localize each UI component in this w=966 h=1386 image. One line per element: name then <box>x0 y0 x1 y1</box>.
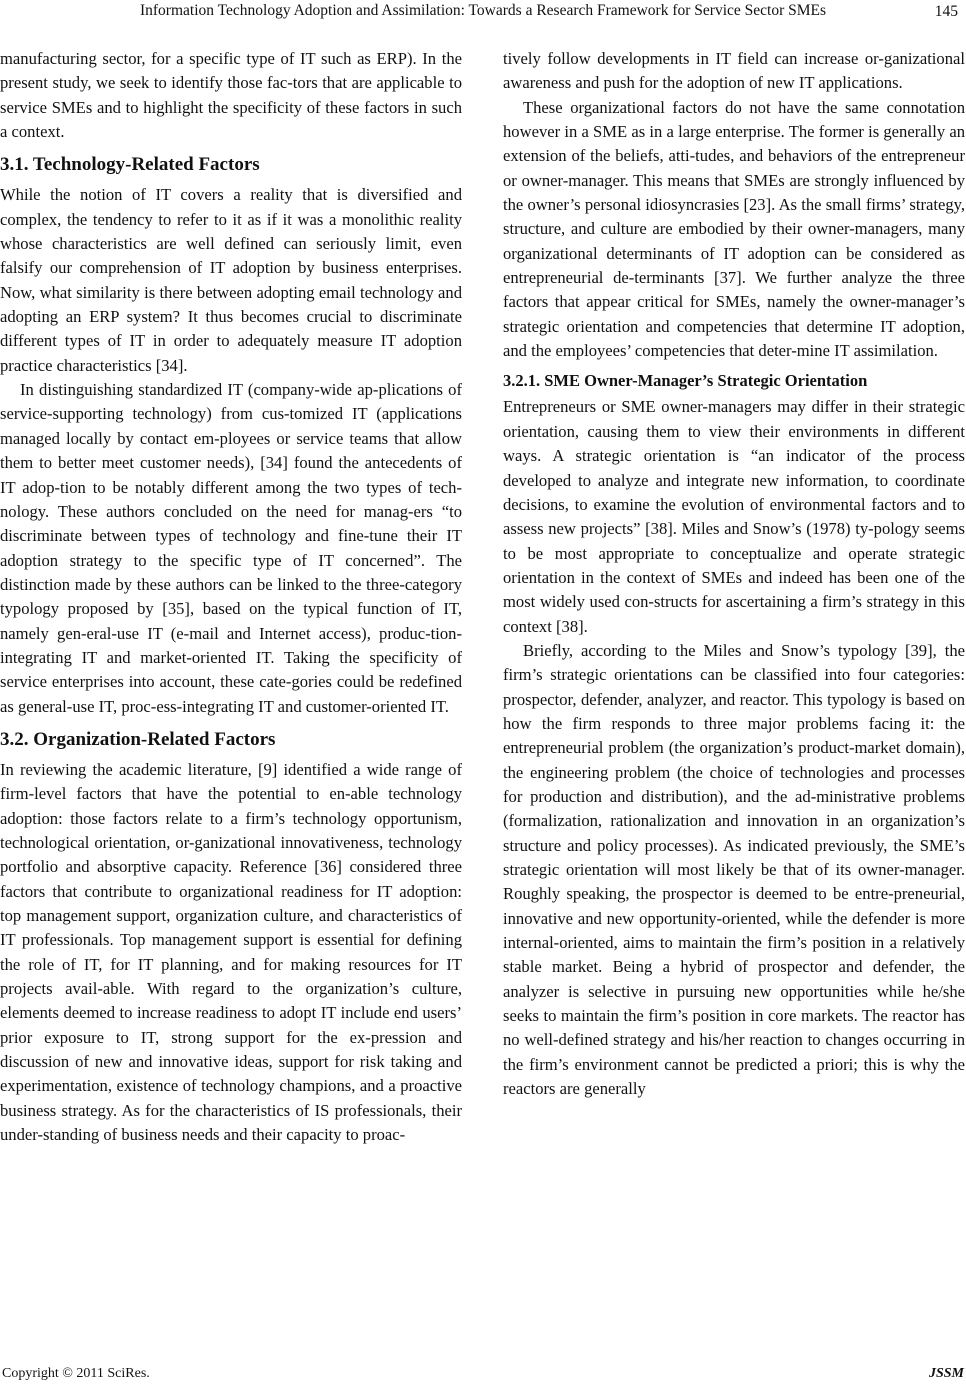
paragraph: manufacturing sector, for a specific type of IT such as ERP). In the present study, we seek to identify those fac-tors that are applicable to service SMEs and to highlight the specificity of these factors in such a context. <box>0 49 462 142</box>
page-number: 145 <box>934 3 958 20</box>
section-heading-3-2: 3.2. Organization-Related Factors <box>0 728 276 750</box>
section-heading-3-1: 3.1. Technology-Related Factors <box>0 154 260 176</box>
copyright-notice: Copyright © 2011 SciRes. <box>2 1366 150 1381</box>
subsection-heading-3-2-1: 3.2.1. SME Owner-Manager’s Strategic Orientation <box>503 371 868 391</box>
page-header <box>0 0 966 30</box>
paragraph: tively follow developments in IT field can increase or-ganizational awareness and push for the adoption of new IT applications. <box>503 49 965 93</box>
right-column <box>503 47 965 1101</box>
paragraph: In distinguishing standardized IT (company-wide ap-plications of service-supporting technology) from cus-tomized IT (applications managed locally by contact em-ployees or service teams that allow them to better meet customer needs), [34] found the antecedents of IT adop-tion to be notably different among the two types of tech-nology. These authors concluded on the need for manag-ers “to discriminate between types of technology and fine-tune their IT adoption strategy to the specific type of IT concerned”. The distinction made by these authors can be linked to the three-category typology proposed by [35], based on the typical function of IT, namely gen-eral-use IT (e-mail and Internet access), produc-tion-integrating IT and market-oriented IT. Taking the specificity of service enterprises into account, these cate-gories could be redefined as general-use IT, proc-ess-integrating IT and customer-oriented IT. <box>0 380 462 716</box>
running-title: Information Technology Adoption and Assimilation: Towards a Research Framework for Service Sector SMEs <box>139 2 827 19</box>
paragraph: These organizational factors do not have the same connotation however in a SME as in a large enterprise. The former is generally an extension of the beliefs, atti-tudes, and behaviors of the entrepreneur or owner-manager. This means that SMEs are strongly influenced by the owner’s personal idiosyncrasies [23]. As the small firms’ strategy, structure, and culture are embodied by their owner-managers, many organizational determinants of IT adoption can be considered as entrepreneurial de-terminants [37]. We further analyze the three factors that appear critical for SMEs, namely the owner-manager’s strategic orientation and competencies that determine IT adoption, and the employees’ competencies that deter-mine IT assimilation. <box>503 97 965 361</box>
paragraph: While the notion of IT covers a reality that is diversified and complex, the tendency to refer to it as if it was a monolithic reality whose characteristics are well defined can seriously limit, even falsify our comprehension of IT adoption by business enterprises. Now, what similarity is there between adopting email technology and adopting an ERP system? It thus becomes crucial to discriminate different types of IT in order to adequately measure IT adoption practice characteristics [34]. <box>0 185 462 375</box>
paragraph: In reviewing the academic literature, [9] identified a wide range of firm-level factors that have the potential to en-able technology adoption: those factors relate to a firm’s technology opportunism, technological orientation, or-ganizational innovativeness, technology portfolio and absorptive capacity. Reference [36] considered three factors that contribute to organizational readiness for IT adoption: top management support, organization culture, and characteristics of IT professionals. Top management support is essential for defining the role of IT, for IT planning, and for making resources for IT projects avail-able. With regard to the organization’s culture, elements deemed to increase readiness to adopt IT include end users’ prior exposure to IT, strong support for the ex-pression and discussion of new and innovative ideas, support for risk taking and experimentation, existence of technology champions, and a proactive business strategy. As for the characteristics of IS professionals, their under-standing of business needs and their capacity to proac- <box>0 759 462 1145</box>
paragraph: Briefly, according to the Miles and Snow’s typology [39], the firm’s strategic orientations can be classified into four categories: prospector, defender, analyzer, and reactor. This typology is based on how the firm responds to three major problems facing it: the entrepreneurial problem (the organization’s product-market domain), the engineering problem (the choice of technologies and processes for production and distribution), and the ad-ministrative problems (formalization, rationalization and innovation in an organization’s structure and policy processes). As indicated previously, the SME’s strategic orientation will most likely be that of its owner-manager. Roughly speaking, the prospector is deemed to be entre-preneurial, innovative and new opportunity-oriented, while the defender is more internal-oriented, aims to maintain the firm’s position in a relatively stable market. Being a hybrid of prospector and defender, the analyzer is selective in pursuing new opportunities while he/she seeks to maintain the firm’s position in core markets. The reactor has no well-defined strategy and his/her reaction to changes occurring in the firm’s environment cannot be predicted a priori; this is why the reactors are generally <box>503 640 965 1099</box>
journal-abbreviation: JSSM <box>928 1366 964 1381</box>
paragraph: Entrepreneurs or SME owner-managers may differ in their strategic orientation, causing them to view their environments in different ways. A strategic orientation is “an indicator of the process developed to analyze and integrate new information, to coordinate decisions, to examine the evolution of environmental factors and to assess new projects” [38]. Miles and Snow’s (1978) ty-pology seems to be most appropriate to conceptualize and operate strategic orientation in the context of SMEs and indeed has been one of the most widely used con-structs for ascertaining a firm’s strategy in this context [38]. <box>503 397 965 636</box>
left-column <box>0 47 462 1147</box>
